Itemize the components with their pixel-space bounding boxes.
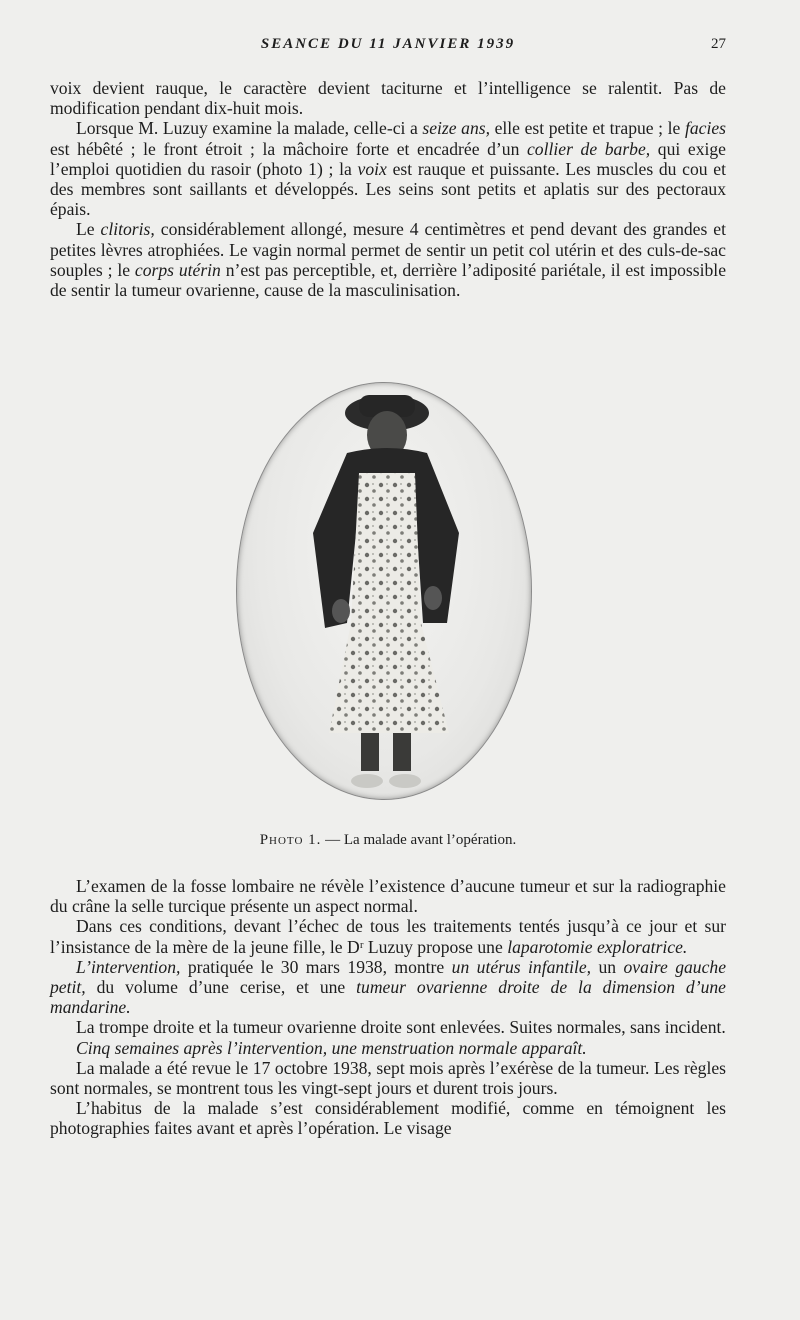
text-run: un	[591, 956, 624, 977]
caption-lead: Photo 1.	[259, 832, 322, 848]
patient-photo	[236, 382, 532, 800]
paragraph	[50, 876, 726, 916]
text-run: Lorsque M. Luzuy examine la malade, celle-ci a	[76, 118, 423, 139]
text-run: est rauque et puissante. Les muscles du cou et des membres sont saillants et développés. Les seins sont petits et aplatis sur des pectoraux épais.	[50, 158, 726, 220]
italic-text-run: un utérus infantile,	[451, 956, 592, 977]
italic-text-run: seize ans,	[422, 118, 490, 139]
italic-text-run: L’intervention,	[76, 956, 181, 977]
text-run: L’habitus de la malade s’est considérablement modifié, comme en témoignent les photographies faites avant et après l’opération. Le visage	[50, 1098, 726, 1139]
italic-text-run: ovaire gauche petit,	[50, 956, 727, 998]
paragraph	[50, 118, 726, 219]
caption-text: — La malade avant l’opération.	[321, 832, 517, 848]
italic-text-run: clitoris,	[100, 219, 155, 240]
paragraph	[50, 1098, 726, 1138]
text-run: L’examen de la fosse lombaire ne révèle l’existence d’aucune tumeur et sur la radiographie du crâne la selle turcique présente un aspect normal.	[50, 876, 726, 917]
text-block-top	[50, 78, 726, 300]
text-run: Le	[76, 219, 101, 240]
text-run: elle est petite et trapue ; le	[490, 118, 685, 139]
running-head	[50, 36, 726, 56]
paragraph	[50, 957, 726, 1018]
italic-text-run: facies	[684, 118, 726, 139]
italic-text-run: corps utérin	[134, 259, 221, 280]
paragraph	[50, 219, 726, 300]
text-run: qui exige l’emploi quotidien du rasoir (photo 1) ; la	[50, 138, 726, 179]
paragraph	[50, 1038, 726, 1058]
text-run: du volume d’une cerise, et une	[85, 977, 357, 998]
text-run: pratiquée le 30 mars 1938, montre	[180, 956, 452, 977]
page-number: 27	[711, 36, 726, 52]
text-run: La trompe droite et la tumeur ovarienne droite sont enlevées. Suites normales, sans incident.	[76, 1017, 726, 1038]
text-block-bottom	[50, 876, 726, 1139]
running-title: SEANCE DU 11 JANVIER 1939	[260, 36, 516, 52]
paragraph	[50, 1058, 726, 1098]
italic-text-run: collier de barbe,	[526, 138, 651, 159]
text-run: n’est pas perceptible, et, derrière l’adiposité pariétale, il est impossible de sentir la tumeur ovarienne, cause de la masculinisation.	[50, 259, 726, 301]
text-run: La malade a été revue le 17 octobre 1938, sept mois après l’exérèse de la tumeur. Les règles sont normales, se montrent tous les vingt-sept jours et durent trois jours.	[50, 1057, 726, 1099]
figure-caption	[50, 832, 726, 849]
italic-text-run: voix	[357, 158, 387, 179]
italic-text-run: laparotomie exploratrice.	[507, 936, 688, 957]
text-run: Dans ces conditions, devant l’échec de tous les traitements tentés jusqu’à ce jour et sur l’insistance de la mère de la jeune fille, le Dʳ Luzuy propose une	[50, 916, 726, 957]
text-run: considérablement allongé, mesure 4 centimètres et pend devant des grandes et petites lèvres atrophiées. Le vagin normal permet de sentir un petit col utérin et des culs-de-sac souples ; le	[50, 219, 726, 280]
text-run: est hébêté ; le front étroit ; la mâchoire forte et encadrée d’un	[50, 138, 527, 159]
patient-figure-illustration	[237, 383, 531, 799]
paragraph	[50, 916, 726, 956]
paragraph	[50, 78, 726, 118]
text-run: voix devient rauque, le caractère devient taciturne et l’intelligence se ralentit. Pas de modification pendant dix-huit mois.	[50, 78, 726, 119]
paragraph	[50, 1017, 726, 1037]
italic-text-run: Cinq semaines après l’intervention, une menstruation normale apparaît.	[76, 1037, 587, 1058]
italic-text-run: tumeur ovarienne droite de la dimension d’une mandarine.	[50, 977, 726, 1018]
